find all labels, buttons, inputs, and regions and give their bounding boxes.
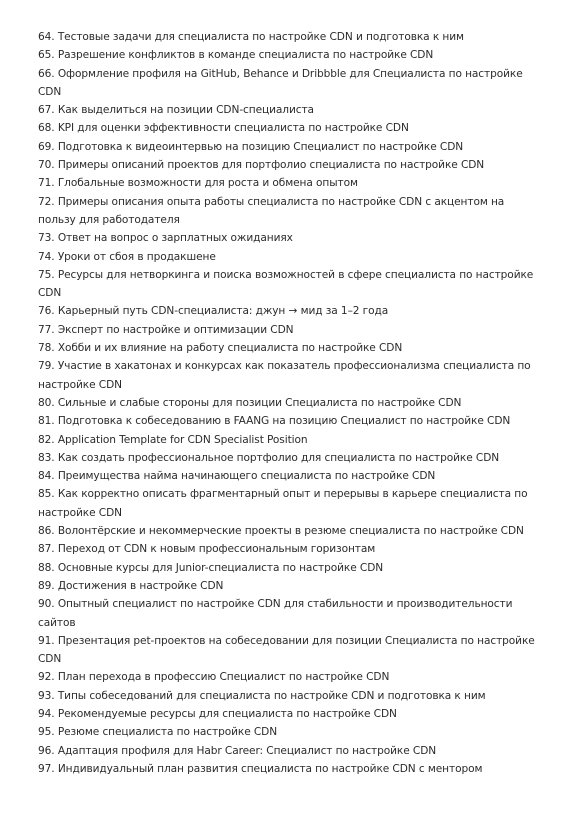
list-item: 96. Адаптация профиля для Habr Career: Специалист по настройке CDN (38, 744, 437, 757)
list-item: 83. Как создать профессиональное портфолио для специалиста по настройке CDN (38, 451, 500, 464)
list-item: 88. Основные курсы для Junior-специалиста по настройке CDN (38, 561, 384, 574)
list-item: 87. Переход от CDN к новым профессиональным горизонтам (38, 543, 376, 556)
list-item: 93. Типы собеседований для специалиста по настройке CDN и подготовка к ним (38, 689, 486, 702)
list-item: 75. Ресурсы для нетворкинга и поиска возможностей в сфере специалиста по настройке CDN (38, 268, 534, 300)
list-item: 77. Эксперт по настройке и оптимизации CDN (38, 323, 294, 336)
list-item: 72. Примеры описания опыта работы специалиста по настройке CDN с акцентом на пользу для работодателя (38, 195, 505, 226)
list-item: 66. Оформление профиля на GitHub, Behance и Dribbble для Специалиста по настройке CDN (38, 67, 523, 98)
list-item: 94. Рекомендуемые ресурсы для специалиста по настройке CDN (38, 707, 397, 720)
list-item: 82. Application Template for CDN Specialist Position (38, 433, 308, 446)
list-item: 89. Достижения в настройке CDN (38, 579, 224, 592)
list-item: 85. Как корректно описать фрагментарный опыт и перерывы в карьере специалиста по настройке CDN (38, 488, 528, 519)
list-item: 73. Ответ на вопрос о зарплатных ожиданиях (38, 232, 293, 245)
list-item: 76. Карьерный путь CDN-специалиста: джун → мид за 1–2 года (38, 305, 389, 318)
list-item: 86. Волонтёрские и некоммерческие проекты в резюме специалиста по настройке CDN (38, 525, 524, 538)
list-item: 69. Подготовка к видеоинтервью на позицию Специалист по настройке CDN (38, 140, 464, 153)
list-item: 81. Подготовка к собеседованию в FAANG на позицию Специалист по настройке CDN (38, 415, 511, 428)
list-item: 64. Тестовые задачи для специалиста по настройке CDN и подготовка к ним (38, 31, 464, 43)
list-item: 92. План перехода в профессию Специалист по настройке CDN (38, 671, 390, 684)
list-item: 67. Как выделиться на позиции CDN-специалиста (38, 104, 314, 117)
list-item: 91. Презентация pet-проектов на собеседовании для позиции Специалиста по настройке CDN (38, 634, 535, 666)
list-item: 95. Резюме специалиста по настройке CDN (38, 726, 278, 739)
document-page (38, 28, 538, 778)
list-item: 70. Примеры описаний проектов для портфолио специалиста по настройке CDN (38, 159, 485, 172)
list-item: 74. Уроки от сбоя в продакшене (38, 250, 216, 263)
list-item: 97. Индивидуальный план развития специалиста по настройке CDN с ментором (38, 762, 483, 775)
list-item: 84. Преимущества найма начинающего специалиста по настройке CDN (38, 470, 436, 483)
list-item: 79. Участие в хакатонах и конкурсах как показатель профессионализма специалиста по настройке CDN (38, 360, 531, 391)
list-item: 80. Сильные и слабые стороны для позиции Специалиста по настройке CDN (38, 396, 462, 409)
list-item: 65. Разрешение конфликтов в команде специалиста по настройке CDN (38, 49, 434, 62)
list-item: 90. Опытный специалист по настройке CDN для стабильности и производительности сайтов (38, 598, 513, 629)
list-item: 78. Хобби и их влияние на работу специалиста по настройке CDN (38, 342, 403, 355)
list-item: 71. Глобальные возможности для роста и обмена опытом (38, 177, 358, 190)
list-item: 68. KPI для оценки эффективности специалиста по настройке CDN (38, 122, 409, 135)
